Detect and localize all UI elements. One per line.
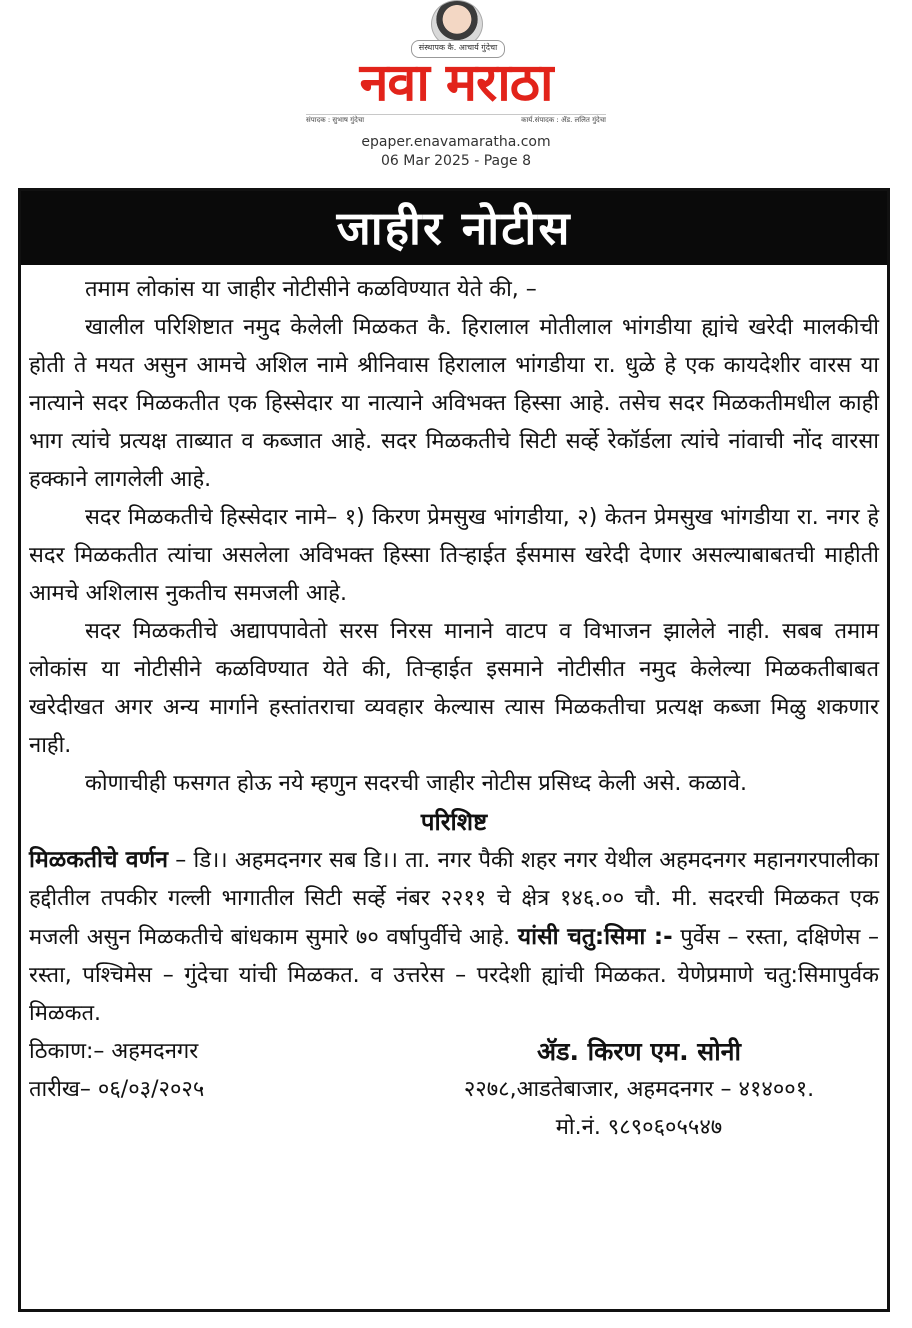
schedule-label: मिळकतीचे वर्णन [29,847,168,873]
paragraph-closing: कोणाचीही फसगत होऊ नये म्हणुन सदरची जाहीर नोटीस प्रसिध्द केली असे. कळावे. [85,771,747,796]
advocate-block [389,1033,889,1147]
brand-name: नवा मराठा [359,53,553,113]
schedule-description [29,841,879,1033]
date-page: 06 Mar 2025 - Page 8 [381,153,531,169]
editor-left: संपादक : सुभाष गुंदेचा [306,116,365,124]
place-date [29,1033,409,1109]
notice-footer [29,1033,879,1157]
advocate-address: २२७८,आडतेबाजार, अहमदनगर – ४१४००१. [463,1077,815,1102]
notice-title: जाहीर नोटीस [21,191,887,265]
paragraph-property: खालील परिशिष्टात नमुद केलेली मिळकत कै. हिरालाल मोतीलाल भांगडीया ह्यांचे खरेदी मालकीची होती ते मयत असुन आमचे अशिल नामे श्रीनिवास हिरालाल भांगडीया रा. धुळे हे एक कायदेशीर वारस या नात्याने सदर मिळकतीत एक हिस्सेदार या नात्याने अविभक्त हिस्सा आहे. तसेच सदर मिळकतीमधील काही भाग त्यांचे प्रत्यक्ष ताब्यात व कब्जात आहे. सदर मिळकतीचे सिटी सर्व्हे रेकॉर्डला त्यांचे नांवाची नोंद वारसा हक्काने लागलेली आहे. [29,315,879,492]
paragraph-shareholders: सदर मिळकतीचे हिस्सेदार नामे– १) किरण प्रेमसुख भांगडीया, २) केतन प्रेमसुख भांगडीया रा. नगर हे सदर मिळकतीत त्यांचा असलेला अविभक्त हिस्सा तिऱ्हाईत ईसमास खरेदी देणार असल्याबाबतची माहीती आमचे अशिलास नुकतीच समजली आहे. [29,505,879,606]
portrait-caption: संस्थापक कै. आचार्य गुंदेचा [411,40,505,58]
schedule-text-1: – डि।। अहमदनगर सब डि।। ता. नगर पैकी शहर नगर येथील अहमदनगर महानगरपालीका हद्दीतील तपकीर गल्ली भागातील सिटी सर्व्हे नंबर २२११ चे क्षेत्र १४६.०० चौ. मी. सदरची मिळकत एक मजली असुन मिळकतीचे बांधकाम सुमारे ७० वर्षापुर्वीचे आहे. [29,848,880,950]
schedule-text-2: पुर्वेस – रस्ता, दक्षिणेस – रस्ता, पश्चिमेस – गुंदेचा यांची मिळकत. व उत्तरेस – परदेशी ह्यांची मिळकत. येणेप्रमाणे चतु:सिमापुर्वक मिळकत. [29,925,879,1026]
boundary-label: यांसी चतु:सिमा :- [517,924,673,950]
public-notice [18,188,890,1312]
paragraph-intro: तमाम लोकांस या जाहीर नोटीसीने कळविण्यात येते की, – [85,277,537,302]
place: ठिकाण:– अहमदनगर [29,1039,199,1064]
newspaper-logo [306,0,606,128]
date: तारीख– ०६/०३/२०२५ [29,1077,205,1102]
editor-line [306,114,606,126]
advocate-mobile: मो.नं. ९८९०६०५५४७ [555,1115,723,1140]
masthead [0,0,912,188]
advocate-name: ॲड. किरण एम. सोनी [536,1037,742,1066]
paragraph-warning: सदर मिळकतीचे अद्यापपावेतो सरस निरस मानाने वाटप व विभाजन झालेले नाही. सबब तमाम लोकांस या नोटीसीने कळविण्यात येते की, तिऱ्हाईत इसमाने नोटीसीत नमुद केलेल्या मिळकतीबाबत खरेदीखत अगर अन्य मार्गाने हस्तांतराचा व्यवहार केल्यास त्यास मिळकतीचा प्रत्यक्ष कब्जा मिळु शकणार नाही. [29,619,879,758]
epaper-url: epaper.enavamaratha.com [361,134,551,150]
schedule-title: परिशिष्ट [420,808,488,836]
editor-right: कार्य.संपादक : ॲड. ललित गुंदेचा [521,116,606,124]
notice-body [21,265,887,1157]
